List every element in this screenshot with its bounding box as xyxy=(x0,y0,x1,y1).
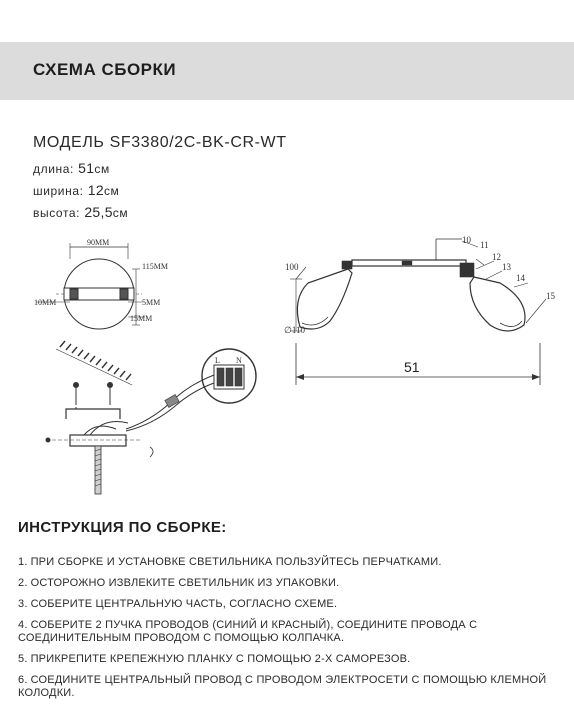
list-item xyxy=(18,577,570,590)
spec-value: 51 xyxy=(78,160,95,176)
step-text: ПРИ СБОРКЕ И УСТАНОВКЕ СВЕТИЛЬНИКА ПОЛЬЗУЙТЕСЬ ПЕРЧАТКАМИ. xyxy=(30,556,442,568)
step-number: 4. xyxy=(18,619,28,631)
callout-10: 10 xyxy=(462,235,471,245)
spec-key: высота: xyxy=(33,206,81,220)
spec-unit: см xyxy=(112,206,129,220)
callout-15: 15 xyxy=(546,291,555,301)
step-number: 2. xyxy=(18,577,28,589)
header xyxy=(0,0,574,108)
model-line xyxy=(33,134,287,152)
model-code: SF3380/2C-BK-CR-WT xyxy=(109,134,287,151)
spec-value: 25,5 xyxy=(84,204,113,220)
spec-key: ширина: xyxy=(33,184,84,198)
spec-value: 12 xyxy=(87,182,104,198)
spec-height xyxy=(33,204,128,220)
list-item xyxy=(18,598,570,611)
ceiling-hatch xyxy=(56,341,132,385)
terminal-n-label: N xyxy=(236,356,242,365)
dim-5-label: 5ММ xyxy=(142,298,161,307)
step-text: ПРИКРЕПИТЕ КРЕПЕЖНУЮ ПЛАНКУ С ПОМОЩЬЮ 2-Х САМОРЕЗОВ. xyxy=(30,653,411,665)
page-title: СХЕМА СБОРКИ xyxy=(33,60,177,79)
spec-unit: см xyxy=(103,184,120,198)
list-item xyxy=(18,674,570,700)
spec-unit: см xyxy=(94,162,110,176)
list-item xyxy=(18,619,570,645)
list-item xyxy=(18,653,570,666)
screws xyxy=(74,383,113,410)
dim-15-label: 15ММ xyxy=(130,314,153,323)
list-item xyxy=(18,556,570,569)
spec-length xyxy=(33,160,110,176)
step-number: 1. xyxy=(18,556,28,568)
callout-13: 13 xyxy=(502,262,511,272)
spec-width xyxy=(33,182,119,198)
step-number: 6. xyxy=(18,674,28,686)
step-text: ОСТОРОЖНО ИЗВЛЕКИТЕ СВЕТИЛЬНИК ИЗ УПАКОВКИ. xyxy=(30,577,340,589)
step-text: СОЕДИНИТЕ ЦЕНТРАЛЬНЫЙ ПРОВОД С ПРОВОДОМ ЭЛЕКТРОСЕТИ С ПОМОЩЬЮ КЛЕМНОЙ КОЛОДКИ. xyxy=(18,674,547,699)
callout-12: 12 xyxy=(492,252,501,262)
step-number: 5. xyxy=(18,653,28,665)
dim-110-label: ∅110 xyxy=(284,325,306,335)
spec-key: длина: xyxy=(33,162,74,176)
step-text: СОБЕРИТЕ 2 ПУЧКА ПРОВОДОВ (СИНИЙ И КРАСНЫЙ), СОЕДИНИТЕ ПРОВОДА С СОЕДИНИТЕЛЬНЫМ ПРОВОДОМ С ПОМОЩЬЮ КОЛПАЧКА. xyxy=(18,619,478,644)
callout-11: 11 xyxy=(480,240,489,250)
terminal-l-label: L xyxy=(215,356,220,365)
dim-90-label: 90ММ xyxy=(87,238,110,247)
instruction-list xyxy=(18,556,570,708)
dim-100-label: 100 xyxy=(285,262,299,272)
mounting-diagram xyxy=(46,341,256,494)
dim-115-label: 115ММ xyxy=(142,262,168,271)
canopy-diagram xyxy=(36,243,145,329)
instructions-title: ИНСТРУКЦИЯ ПО СБОРКЕ: xyxy=(18,519,227,536)
step-text: СОБЕРИТЕ ЦЕНТРАЛЬНУЮ ЧАСТЬ, СОГЛАСНО СХЕМЕ. xyxy=(30,598,338,610)
step-number: 3. xyxy=(18,598,28,610)
assembly-drawing xyxy=(0,225,574,515)
dim-51-label: 51 xyxy=(404,359,420,375)
dim-10-label: 10ММ xyxy=(34,298,57,307)
callout-14: 14 xyxy=(516,273,525,283)
model-label: МОДЕЛЬ xyxy=(33,134,105,151)
